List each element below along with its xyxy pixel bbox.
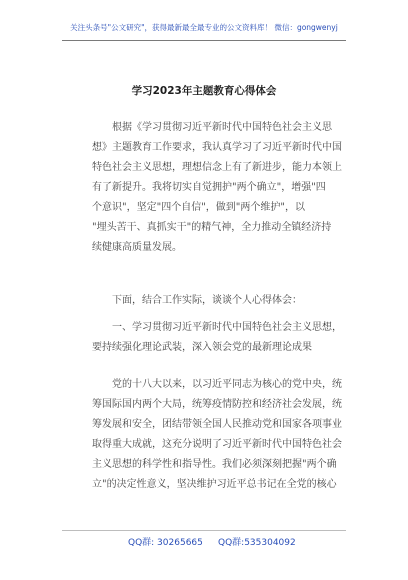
paragraph-line: 党的十八大以来，以习近平同志为核心的党中央，统 bbox=[112, 379, 342, 390]
paragraph-line: 下面，结合工作实际，谈谈个人心得体会： bbox=[112, 295, 302, 306]
paragraph-line: 特色社会主义思想，理想信念上有了新进步，能力本领上 bbox=[92, 162, 342, 173]
footer bbox=[0, 535, 408, 551]
footer-qq-group-1: QQ群: 30265665 bbox=[128, 538, 203, 548]
paragraph-line: 续健康高质量发展。 bbox=[92, 242, 182, 253]
paragraph-line: 立"的决定性意义，坚决维护习近平总书记在全党的核心 bbox=[92, 479, 337, 490]
paragraph-line: 取得重大成就，这充分说明了习近平新时代中国特色社会 bbox=[92, 439, 342, 450]
paragraph-line: 根据《学习贯彻习近平新时代中国特色社会主义思 bbox=[112, 122, 332, 133]
paragraph-line: 要持续强化理论武装，深入领会党的最新理论成果 bbox=[92, 342, 312, 353]
paragraph-line: 筹发展和安全，团结带领全国人民推动党和国家各项事业 bbox=[92, 419, 342, 430]
section-heading bbox=[92, 318, 344, 358]
paragraph-line: 一、学习贯彻习近平新时代中国特色社会主义思想， bbox=[112, 322, 342, 333]
paragraph-body bbox=[92, 375, 344, 495]
paragraph-line: 筹国际国内两个大局，统筹疫情防控和经济社会发展，统 bbox=[92, 399, 342, 410]
paragraph-line: 个意识"，坚定"四个自信"，做到"两个维护"，以 bbox=[92, 202, 305, 213]
header-divider bbox=[62, 40, 346, 41]
paragraph-line: 主义思想的科学性和指导性。我们必须深刻把握"两个确 bbox=[92, 459, 337, 470]
paragraph-intro bbox=[92, 118, 344, 258]
footer-qq-group-2: QQ群:535304092 bbox=[218, 538, 296, 548]
paragraph-line: 有了新提升。我将切实自觉拥护"两个确立"，增强"四 bbox=[92, 182, 326, 193]
paragraph-line: 想》主题教育工作要求，我认真学习了习近平新时代中国 bbox=[92, 142, 342, 153]
paragraph-line: "埋头苦干、真抓实干"的精气神，全力推动全镇经济持 bbox=[92, 222, 332, 233]
document-title: 学习2023年主题教育心得体会 bbox=[131, 85, 277, 97]
header-note: 关注头条号"公文研究"，获得最新最全最专业的公文资料库！ 微信：gongwenyj bbox=[70, 23, 338, 32]
footer-divider bbox=[62, 530, 346, 531]
paragraph-transition bbox=[92, 291, 344, 311]
